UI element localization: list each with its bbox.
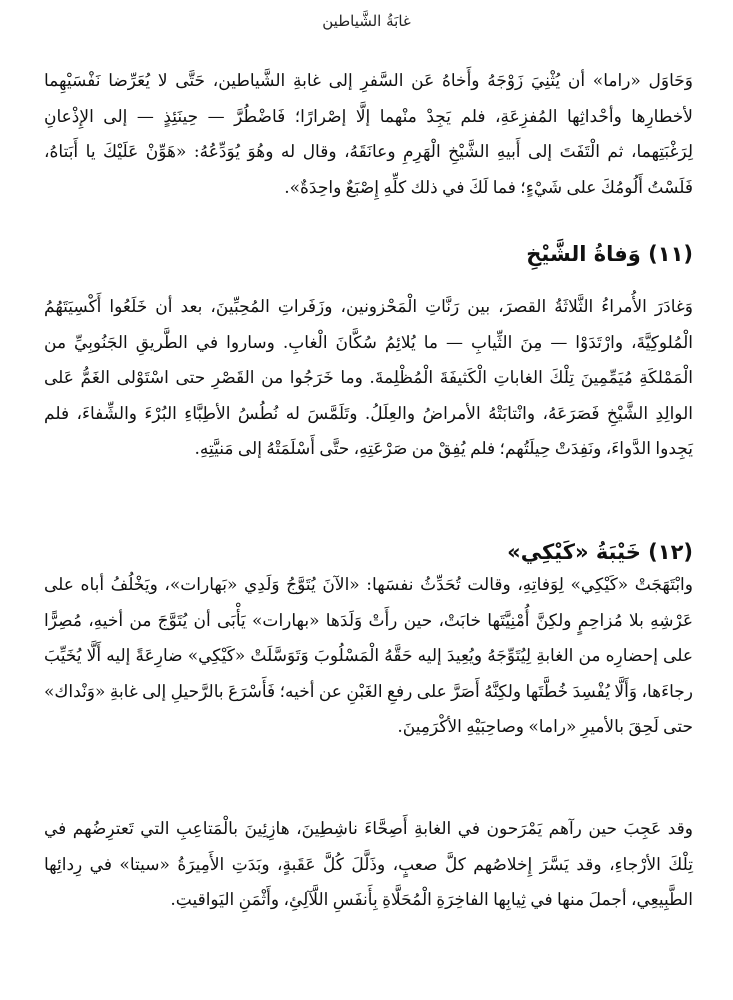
paragraph-1: وَحَاوَل «راما» أن يُثْنِيَ زَوْجَهُ وأَخاهُ عَن السَّفرِ إلى غابةِ الشَّياطين، حَتَّى لا يُعَرِّضا نَفْسَيْهِما لأخطارِها وأحْداثِها المُفزِعَةِ، فلم يَجِدْ منْهما إلَّا إصْرارًا؛ فَاضْطُرَّ — حِينَئِذٍ — إلى الإِذْعانِ لِرَغْبَتِهما، ثم الْتَفَتَ إلى أَبيهِ الشَّيْخِ الْهَرِمِ وعانَقَهُ، وقال له وهُوَ يُوَدِّعُهُ: «هَوِّنْ عَلَيْكَ يا أَبَتاهُ، فَلَسْتُ أَلُومُكَ على شَيْءٍ؛ فما لَكَ في ذلك كلِّهِ إِصْبَعٌ واحِدَةٌ». [44,71,693,198]
paragraph-4: وقد عَجِبَ حين رآهم يَمْرَحون في الغابةِ أَصِحَّاءَ ناشِطِينَ، هازِئِينَ بالْمَتاعِبِ التي تَعترِضُهم في تِلْكَ الأرْجاءِ، وقد يَسَّرَ إِخلاصُهم كلَّ صعبٍ، وذَلَّلَ كُلَّ عَقَبةٍ، وبَدَتِ الأَمِيرَةُ «سيتا» في رِدائِها الطَّبِيعِي، أجملَ منها في ثِيابِها الفاخِرَةِ الْمُحَلَّاةِ بِأَنفَسِ اللَّآلِئِ، وأَثْمَنِ اليَواقيتِ. [44,819,693,910]
paragraph-2: وَغادَرَ الأُمراءُ الثَّلاثَةُ القصرَ، بين رَنَّاتِ الْمَحْزونين، وزَفَراتِ المُحِبِّينَ، بعد أن خَلَعُوا أَكْسِيَتَهُمُ الْمُلوكِيَّةَ، وارْتَدَوْا — مِنَ الثِّيابِ — ما يُلائِمُ سُكَّانَ الْغابِ. وساروا في الطَّريقِ الجَنُوبِيِّ من الْمَمْلكَةِ مُيَمِّمِينَ تِلْكَ الغاباتِ الْكَثيفَةَ الْمُظْلِمةَ. وما خَرَجُوا من القَصْرِ حتى اسْتَوْلى الغَمُّ عَلى الوالِدِ الشَّيْخِ فَصَرَعَهُ، وانْتابَتْهُ الأمراضُ والعِلَلُ. وتَلَمَّسَ له نُطُسُ الأطِبَّاءِ البُرْءَ والشِّفاءَ، فلم يَجِدوا الدَّواءَ، ونَفِدَتْ حِيلَتُهم؛ فلم يُفِقْ من صَرْعَتِهِ، حتَّى أَسْلَمَتْهُ إلى مَنيَّتِهِ. [44,297,693,459]
section-heading-12: (١٢) خَيْبَةُ «كَيْكِي» [507,540,693,564]
running-head: غابَةُ الشَّياطين [322,12,411,30]
section-heading-11: (١١) وَفاةُ الشَّيْخِ [526,242,693,266]
paragraph-3: وابْتَهَجَتْ «كَيْكِي» لِوَفاتِهِ، وقالت تُحَدِّثُ نفسَها: «الآنَ يُتَوَّجُ وَلَدِي «بَهارات»، ويَخْلُفُ أباه على عَرْشِهِ بلا مُزاحِمٍ ولكِنَّ أُمْنِيَّتَها خابَتْ، حين رأَتْ وَلَدَها «بهارات» يَأْبَى أن يُتَوَّجَ من أخيهِ، مُصِرًّا على إحضارِه من الغابةِ لِيُتَوِّجَهُ ويُعِيدَ إليه حَقَّهُ الْمَسْلُوبَ وَتَوَسَّلَتْ «كَيْكِي» ضارِعَةً إليه أَلَّا يُخَيِّبَ رجاءَها، وَأَلَّا يُفْسِدَ خُطَّتَها ولكِنَّهُ أَصَرَّ على رفعِ الغَبْنِ عن أخيه؛ فَأَسْرَعَ بالرَّحيلِ إلى غابةِ «وَنْداك» حتى لَحِقَ بالأميرِ «راما» وصاحِبَيْهِ الأكْرَمِينَ. [44,575,693,737]
